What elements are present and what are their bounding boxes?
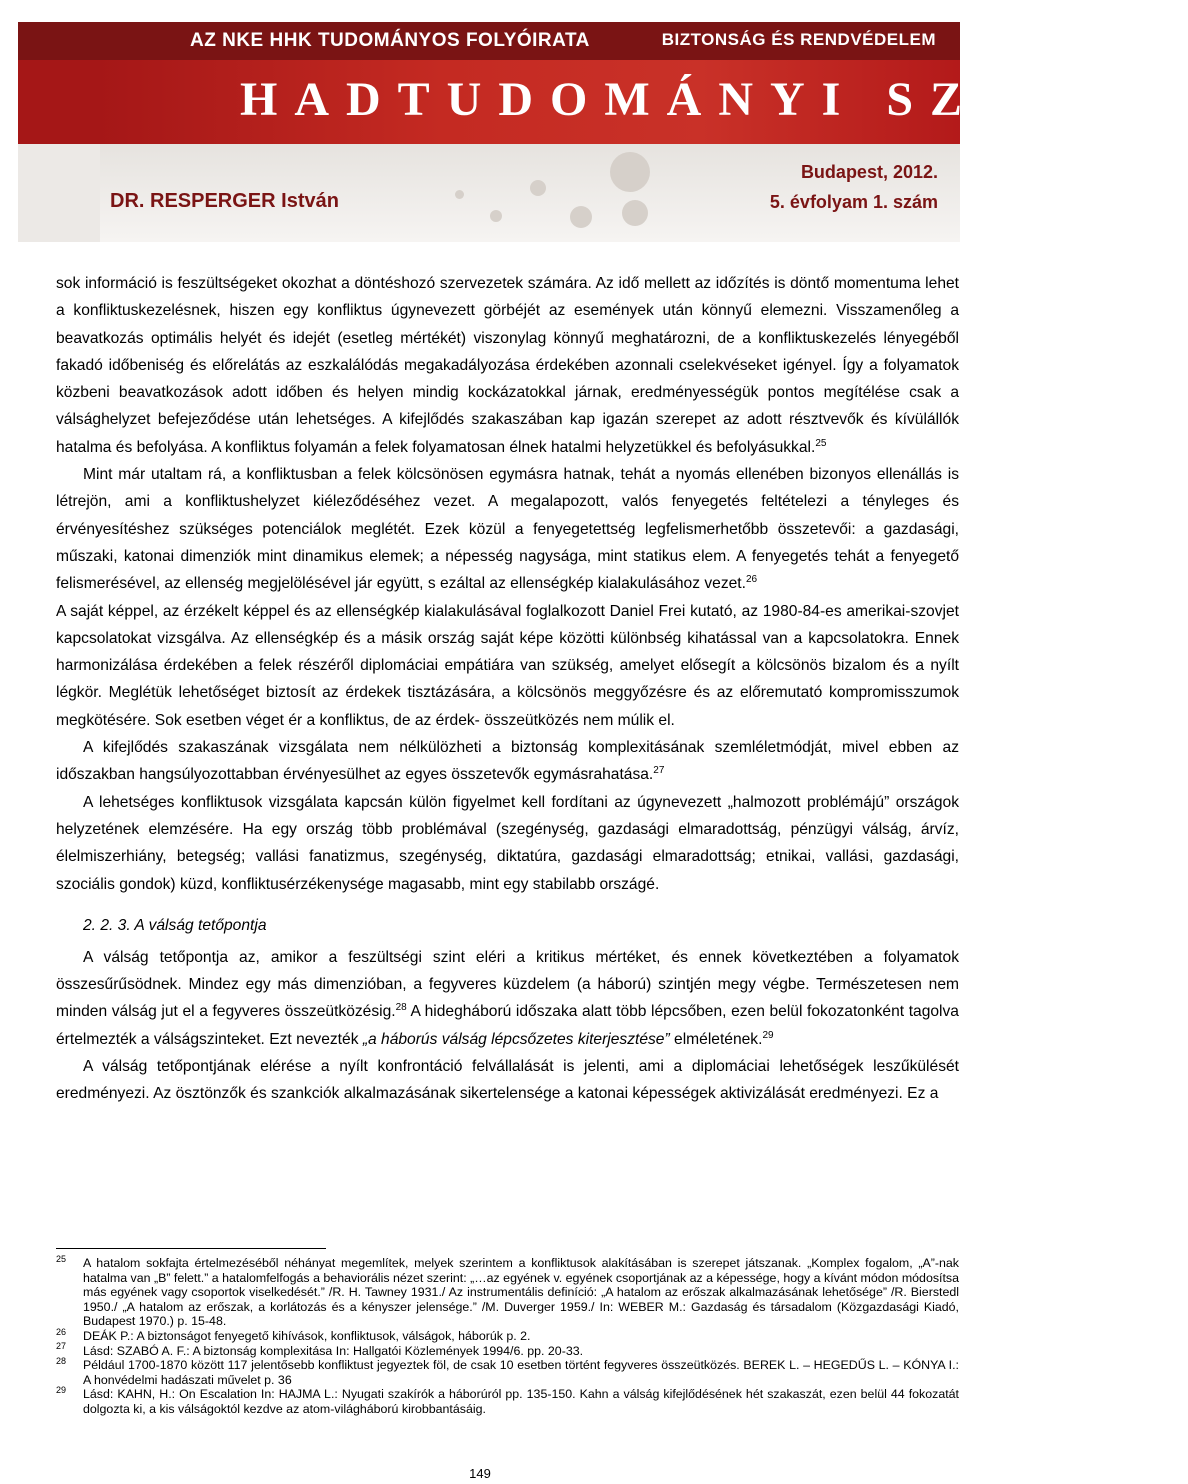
page-number: 149 [469, 1466, 491, 1481]
journal-title: HADTUDOMÁNYI SZEMLE [240, 73, 1188, 126]
article-body [56, 270, 959, 1108]
decorative-dots [360, 150, 640, 242]
footnote: $^{26}$ DEÁK P.: A biztonságot fenyegető kihívások, konfliktusok, válságok, háborúk p. 2. [56, 1326, 531, 1343]
banner-strip-bottom [18, 144, 100, 242]
header-banner [0, 0, 1188, 242]
footnote: $^{25}$ A hatalom sokfajta értelmezéséből néhányat megemlítek, melyek szerintem a konfliktusok alakításában is szerepet játszanak. „Komplex fogalom, „A”-nak hatalma van „B” felett.” a hatalomfelfogás a behaviorális nézet szerint: „…az egyének v. egyének csoportjának az a képessége, hogy a kívánt módon módosítsa más egyének vagy csoportok viselkedését.” /R. H. Tawney 1931./ Az instrumentális definíció: „A hatalom az erőszak alkalmazásának lehetősége” /R. Bierstedl 1950./ „A hatalom az erőszak, a korlátozás és a kényszer jelensége.” /M. Duverger 1959./ In: WEBER M.: Gazdaság és társadalom (Közgazdasági Kiadó, Budapest 1970.) p. 15-48. [56, 1253, 959, 1329]
publication-place-year: Budapest, 2012. [800, 162, 938, 182]
footnotes [56, 1253, 959, 1417]
paragraph: A saját képpel, az érzékelt képpel és az ellenségkép kialakulásával foglalkozott Daniel Frei kutató, az 1980-84-es amerikai-szovjet kapcsolatokat vizsgálva. Az ellenségkép és a másik ország saját képe közötti különbség kihatással van a kapcsolatokra. Ennek harmonizálása érdekében a felek részéről diplomáciai empátiára van szükség, amelyet elősegít a kölcsönös bizalom és a nyílt légkör. Meglétük lehetőséget biztosít az érdekek tisztázására, a kölcsönös meggyőzésre és az előremutató kompromisszumok megkötésére. Sok esetben véget ér a konfliktus, de az érdek- összeütközés nem múlik el. [56, 602, 959, 729]
footnote: $^{29}$ Lásd: KAHN, H.: On Escalation In: HAJMA L.: Nyugati szakírók a háborúról pp. 135-150. Kahn a válság kifejlődésének hét szakaszát, ezen belül 44 fokozatát dolgozta ki, a kis válságoktól kezdve az atom-világháború kirobbantásáig. [56, 1385, 959, 1416]
journal-series: BIZTONSÁG ÉS RENDVÉDELEM [661, 30, 936, 49]
footnote-ref[interactable]: 27 [653, 765, 665, 777]
banner-strip-top [18, 22, 100, 60]
publication-issue: 5. évfolyam 1. szám [769, 192, 938, 212]
footnote-ref[interactable]: 25 [815, 437, 827, 449]
paragraph: A válság tetőpontja az, amikor a feszültségi szint eléri a kritikus mértéket, és ennek következtében a folyamatok összesűrűsödnek. Mindez egy más dimenzióban, a fegyveres küzdelem (a háború) szintjén megy végbe. Természetesen nem minden válság jut el a fegyveres összeütközésig.$^{28}$ A hidegháború időszaka alatt több lépcsőben, ezen belül fokozatonként tagolva értelmezték a válságszinteket. Ezt nevezték „a háborús válság lépcsőzetes kiterjesztése” elméletének.$^{29}$ [56, 948, 959, 1048]
section-heading: 2. 2. 3. A válság tetőpontja [83, 916, 267, 934]
paragraph: A válság tetőpontjának elérése a nyílt konfrontáció felvállalását is jelenti, ami a diplomáciai lehetőségek leszűkülését eredményezi. Az ösztönzők és szankciók alkalmazásának sikertelensége a katonai képességek aktivizálását eredményezi. Ez a [56, 1058, 959, 1103]
article-author: DR. RESPERGER István [110, 190, 339, 212]
paragraph: sok információ is feszültségeket okozhat a döntéshozó szervezetek számára. Az idő mellett az időzítés is döntő momentuma lehet a konfliktuskezelésnek, hiszen egy konfliktus úgynevezett görbéjét az események után könnyű elemezni. Visszamenőleg a beavatkozás optimális helyét és idejét (esetleg mértékét) viszonylag könnyű meghatározni, de a konfliktuskezelés lényegéből fakadó időbeniség és előrelátás az eszkalálódás megakadályozása érdekében azonnali cselekvéseket igényel. Így a folyamatok közbeni beavatkozások adott időben és helyen mindig kockázatokkal járnak, eredményességük pontos megítélése csak a válsághelyzet befejeződése után lehetséges. A kifejlődés szakaszában kap igazán szerepet az adott résztvevők és kívülállók hatalma és befolyása. A konfliktus folyamán a felek folyamatosan élnek hatalmi helyzetükkel és befolyásukkal.$^{25}$ [56, 275, 959, 456]
paragraph: Mint már utaltam rá, a konfliktusban a felek kölcsönösen egymásra hatnak, tehát a nyomás ellenében bizonyos ellenállás is létrejön, ami a konfliktushelyzet kiéleződéséhez vezet. A megalapozott, valós fenyegetés feltételezi a tényleges és érvényesítéshez szükséges potenciálok meglétét. Ezek közül a fenyegetettség legfelismerhetőbb összetevői: a gazdasági, műszaki, katonai dimenziók mint dinamikus elemek; a népesség nagysága, mint statikus elem. A fenyegetés tehát a fenyegető felismerésével, az ellenség megjelölésével jár együtt, s ezáltal az ellenségkép kialakulásához vezet.$^{26}$ [56, 466, 959, 593]
journal-name: AZ NKE HHK TUDOMÁNYOS FOLYÓIRATA [190, 30, 590, 51]
footnote: $^{27}$ Lásd: SZABÓ A. F.: A biztonság komplexitása In: Hallgatói Közlemények 1994/6. pp. 20-33. [56, 1341, 584, 1358]
paragraph: A kifejlődés szakaszának vizsgálata nem nélkülözheti a biztonság komplexitásának szemléletmódját, mivel ebben az időszakban hangsúlyozottabban érvényesülhet az egyes összetevők egymásrahatása.$^{27}$ [56, 739, 959, 784]
banner-strip-middle [18, 60, 100, 144]
paragraph: A lehetséges konfliktusok vizsgálata kapcsán külön figyelmet kell fordítani az úgynevezett „halmozott problémájú” országok helyzetének elemzésére. Ha egy ország több problémával (szegénység, gazdasági elmaradottság, pénzügyi válság, árvíz, élelmiszerhiány, betegség; vallási fanatizmus, szegénység, diktatúra, gazdasági elmaradottság; etnikai, vallási, gazdasági, szociális gondok) küzd, konfliktusérzékenysége magasabb, mint egy stabilabb országé. [56, 793, 959, 893]
footnote: $^{28}$ Például 1700-1870 között 117 jelentősebb konfliktust jegyeztek föl, de csak 10 esetben történt fegyveres összeütközés. BEREK L. – HEGEDŰS L. – KÓNYA I.: A honvédelmi hadászati művelet p. 36 [56, 1356, 959, 1387]
footnote-separator [56, 1248, 326, 1249]
footnote-ref[interactable]: 29 [762, 1029, 774, 1041]
emphasis: „a háborús válság lépcsőzetes kiterjesztése” [362, 1030, 670, 1048]
footnote-ref[interactable]: 28 [395, 1002, 407, 1014]
footnote-ref[interactable]: 26 [745, 574, 758, 586]
